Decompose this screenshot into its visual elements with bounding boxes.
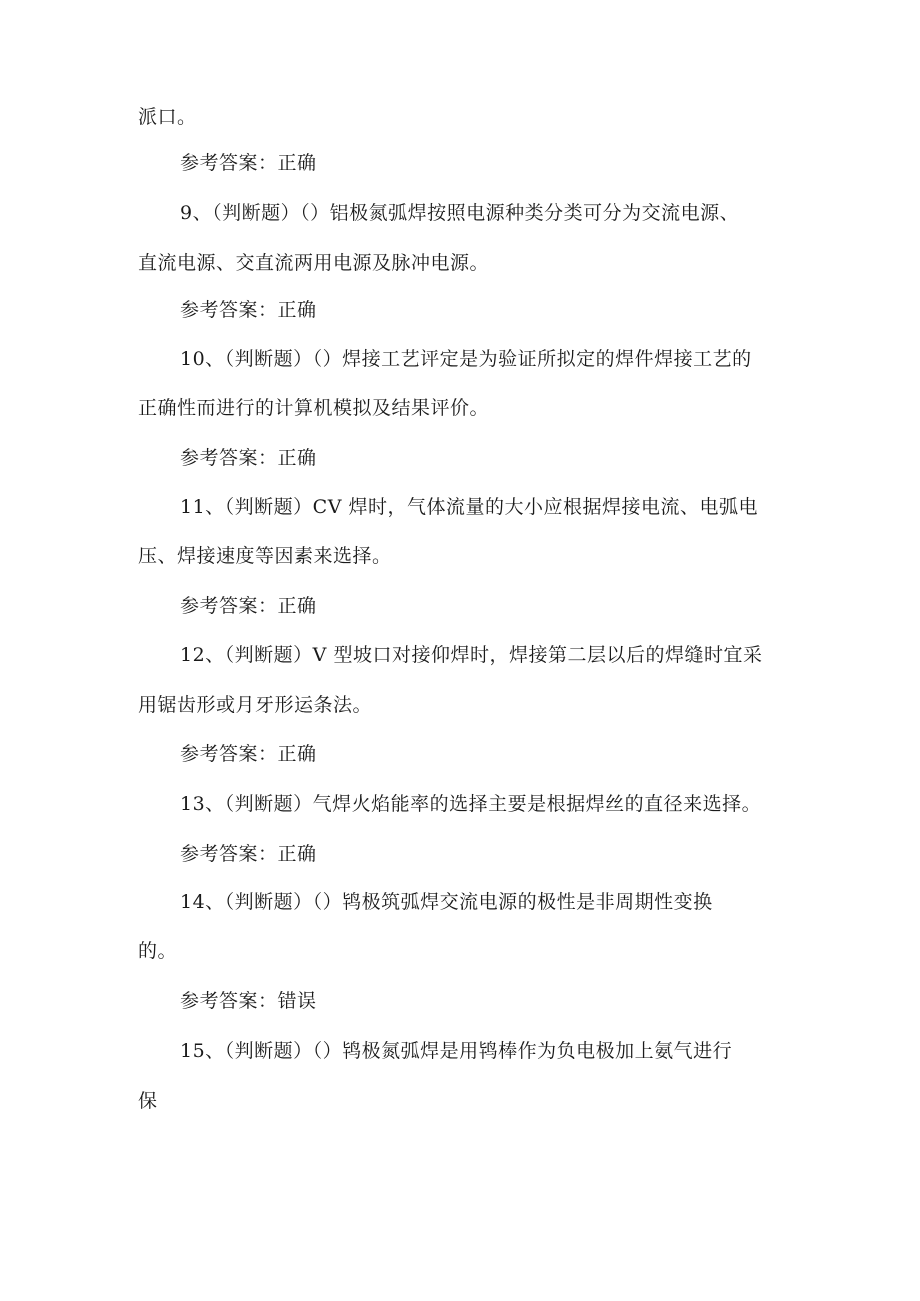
answer-11: 参考答案：正确 <box>180 595 317 617</box>
answer-8: 参考答案：正确 <box>180 152 317 174</box>
question-15-line1: 15、（判断题）（）鸨极氮弧焊是用鸨棒作为负电极加上氨气进行 <box>180 1040 733 1062</box>
question-12-line2: 用锯齿形或月牙形运条法。 <box>138 694 373 716</box>
question-14-line1: 14、（判断题）（）鸨极筑弧焊交流电源的极性是非周期性变换 <box>180 891 713 913</box>
question-14-line2: 的。 <box>138 940 178 962</box>
question-10-line2: 正确性而进行的计算机模拟及结果评价。 <box>138 397 490 419</box>
question-11-line2: 压、焊接速度等因素来选择。 <box>138 545 392 567</box>
answer-10: 参考答案：正确 <box>180 447 317 469</box>
question-11-line1: 11、（判断题）CV 焊时，气体流量的大小应根据焊接电流、电弧电 <box>180 496 758 518</box>
question-12-line1: 12、（判断题）V 型坡口对接仰焊时，焊接第二层以后的焊缝时宜采 <box>180 644 763 666</box>
question-9-line2: 直流电源、交直流两用电源及脉冲电源。 <box>138 252 490 274</box>
answer-14: 参考答案：错误 <box>180 990 317 1012</box>
answer-13: 参考答案：正确 <box>180 843 317 865</box>
question-13-line1: 13、（判断题）气焊火焰能率的选择主要是根据焊丝的直径来选择。 <box>180 793 762 815</box>
answer-9: 参考答案：正确 <box>180 299 317 321</box>
question-8-tail: 派口。 <box>138 106 197 128</box>
question-10-line1: 10、（判断题）（）焊接工艺评定是为验证所拟定的焊件焊接工艺的 <box>180 348 752 370</box>
answer-12: 参考答案：正确 <box>180 743 317 765</box>
question-15-line2: 保 <box>138 1090 158 1112</box>
question-9-line1: 9、（判断题）（）铝极氮弧焊按照电源种类分类可分为交流电源、 <box>180 202 740 224</box>
